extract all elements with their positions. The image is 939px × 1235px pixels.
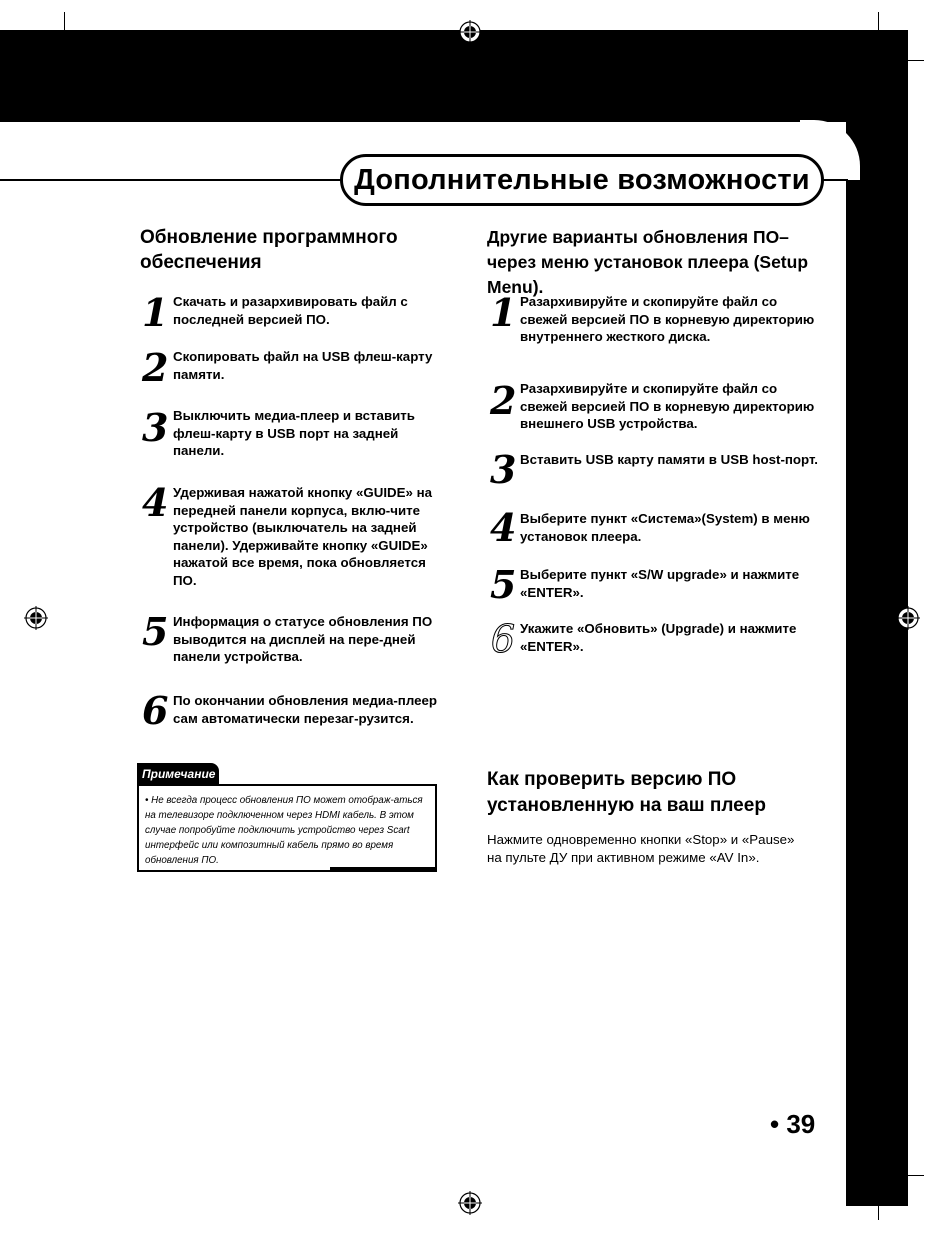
registration-mark-icon xyxy=(896,606,920,630)
step-number: 2 xyxy=(142,345,169,390)
step-text: Скачать и разархивировать файл с последней версией ПО. xyxy=(173,294,408,327)
title-rule-left xyxy=(0,179,342,181)
title-rule-right xyxy=(822,179,848,181)
step-number: 2 xyxy=(490,378,517,423)
step-number: 6 xyxy=(142,688,169,733)
right-heading: Другие варианты обновления ПО–через меню установок плеера (Setup Menu). xyxy=(487,227,809,297)
step-text: Выберите пункт «S/W upgrade» и нажмите «ENTER». xyxy=(520,567,800,600)
step-text: Выключить медиа-плеер и вставить флеш-карту в USB порт на задней панели. xyxy=(173,408,415,458)
note-text: • Не всегда процесс обновления ПО может отображ-аться на телевизоре подключенном через HDMI кабель. В этом случае попробуйте подключить устройство через Scart интерфейс или композитный кабель прямо во время обновления ПО. xyxy=(145,795,423,866)
title-frame xyxy=(340,154,824,206)
note-bar xyxy=(330,867,437,872)
step-text: Вставить USB карту памяти в USB host-порт. xyxy=(520,452,819,467)
step-text: Информация о статусе обновления ПО выводится на дисплей на пере-дней панели устройства. xyxy=(173,614,433,664)
crop-mark xyxy=(64,12,65,48)
step-text: Укажите «Обновить» (Upgrade) и нажмите «ENTER». xyxy=(520,621,797,654)
side-band xyxy=(846,120,908,1206)
step-number: 1 xyxy=(490,290,517,335)
step-number: 4 xyxy=(490,505,517,550)
step-text: По окончании обновления медиа-плеер сам автоматически перезаг-рузится. xyxy=(173,693,438,726)
version-check-heading: Как проверить версию ПО установленную на ваш плеер xyxy=(487,769,766,816)
page-number-value: 39 xyxy=(786,1109,816,1139)
step-text: Разархивируйте и скопируйте файл со свежей версией ПО в корневую директорию внутреннего жесткого диска. xyxy=(520,294,815,344)
page-number xyxy=(770,1109,815,1140)
step-text: Выберите пункт «Система»(System) в меню установок плеера. xyxy=(520,511,810,544)
step-text: Скопировать файл на USB флеш-карту памяти. xyxy=(173,349,433,382)
page-bullet: • xyxy=(770,1109,780,1139)
step-number: 3 xyxy=(490,447,517,492)
version-check-text: Нажмите одновременно кнопки «Stop» и «Pause» на пульте ДУ при активном режиме «AV In». xyxy=(487,832,795,865)
step-number: 4 xyxy=(142,480,169,525)
note-label: Примечание xyxy=(137,763,219,785)
crop-mark xyxy=(890,1175,924,1176)
step-text: Разархивируйте и скопируйте файл со свежей версией ПО в корневую директорию внешнего USB устройства. xyxy=(520,381,815,431)
registration-mark-icon xyxy=(458,20,482,44)
left-heading: Обновление программного обеспечения xyxy=(140,227,398,273)
crop-mark xyxy=(878,12,879,48)
step-number: 6 xyxy=(490,617,516,661)
step-number: 3 xyxy=(142,405,169,450)
crop-mark xyxy=(18,60,52,61)
step-number: 5 xyxy=(142,609,169,654)
crop-mark xyxy=(890,60,924,61)
registration-mark-icon xyxy=(24,606,48,630)
step-number: 5 xyxy=(490,562,517,607)
page-title: Дополнительные возможности xyxy=(354,163,810,196)
step-text: Удерживая нажатой кнопку «GUIDE» на передней панели корпуса, вклю-чите устройство (выключатель на задней панели). Удерживайте кнопку «GUIDE» нажатой все время, пока обновляется ПО. xyxy=(173,485,433,588)
crop-mark xyxy=(878,1186,879,1220)
step-number: 1 xyxy=(142,290,169,335)
header-band xyxy=(0,30,908,122)
registration-mark-icon xyxy=(458,1191,482,1215)
